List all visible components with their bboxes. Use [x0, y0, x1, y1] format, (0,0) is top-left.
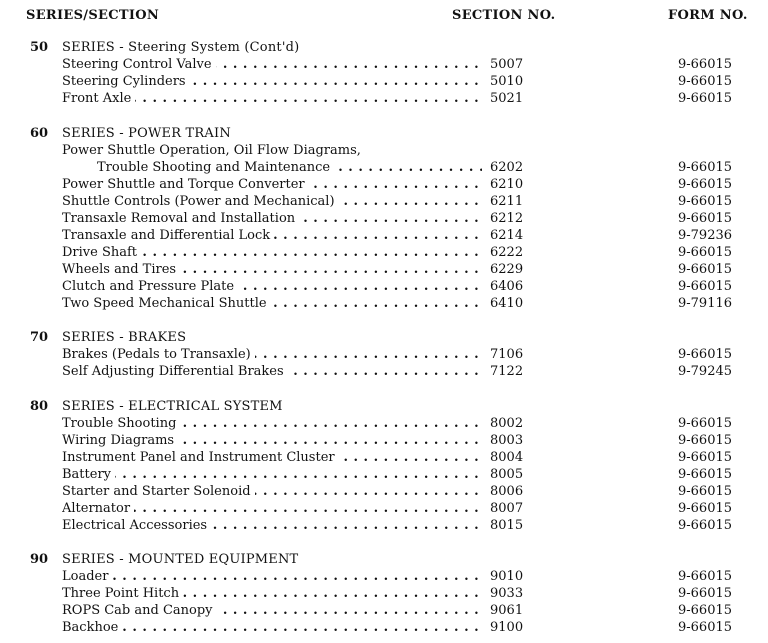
item-label: Loader [62, 569, 112, 584]
item-label: Shuttle Controls (Power and Mechanical) [62, 194, 339, 209]
series-title: SERIES - ELECTRICAL SYSTEM [62, 399, 283, 414]
form-number: 9-66015 [678, 74, 733, 89]
list-item [0, 245, 768, 262]
list-item [0, 177, 768, 194]
section-number: 8007 [490, 501, 524, 516]
section-number: 6222 [490, 245, 524, 260]
section-number: 8006 [490, 484, 524, 499]
section-number: 9100 [490, 620, 524, 635]
list-item [0, 569, 768, 586]
item-label: Wheels and Tires [62, 262, 180, 277]
series-number: 80 [30, 399, 49, 414]
list-item [0, 620, 768, 637]
item-label: Alternator [62, 501, 134, 516]
series-number: 60 [30, 126, 49, 141]
form-number: 9-66015 [678, 518, 733, 533]
form-number: 9-66015 [678, 586, 733, 601]
form-number: 9-66015 [678, 262, 733, 277]
section-number: 9061 [490, 603, 524, 618]
item-label: Wiring Diagrams [62, 433, 178, 448]
item-label: Front Axle [62, 91, 135, 106]
column-header-section-no: SECTION NO. [452, 8, 556, 23]
item-label: Brakes (Pedals to Transaxle) [62, 347, 255, 362]
series-heading [0, 330, 768, 347]
item-label: Two Speed Mechanical Shuttle [62, 296, 271, 311]
section-number: 5007 [490, 57, 524, 72]
list-item [0, 484, 768, 501]
item-label: Trouble Shooting [62, 416, 180, 431]
section-number: 6211 [490, 194, 524, 209]
list-item [0, 586, 768, 603]
form-number: 9-66015 [678, 211, 733, 226]
section-number: 8015 [490, 518, 524, 533]
section-number: 6406 [490, 279, 524, 294]
item-label: Steering Control Valve [62, 57, 216, 72]
series-heading [0, 552, 768, 569]
list-item [0, 194, 768, 211]
form-number: 9-66015 [678, 160, 733, 175]
section-number: 6410 [490, 296, 524, 311]
form-number: 9-66015 [678, 347, 733, 362]
list-item [0, 57, 768, 74]
item-label: Steering Cylinders [62, 74, 190, 89]
form-number: 9-66015 [678, 484, 733, 499]
item-label: Instrument Panel and Instrument Cluster [62, 450, 339, 465]
item-label: ROPS Cab and Canopy [62, 603, 217, 618]
list-item [0, 501, 768, 518]
form-number: 9-66015 [678, 416, 733, 431]
section-number: 6210 [490, 177, 524, 192]
section-number: 5010 [490, 74, 524, 89]
list-item [0, 262, 768, 279]
form-number: 9-79245 [678, 364, 733, 379]
form-number: 9-66015 [678, 194, 733, 209]
series-title: SERIES - POWER TRAIN [62, 126, 231, 141]
series-number: 50 [30, 40, 49, 55]
list-item [0, 160, 768, 177]
list-item [0, 603, 768, 620]
series-50-block [0, 40, 768, 108]
form-number: 9-66015 [678, 279, 733, 294]
item-label: Drive Shaft [62, 245, 141, 260]
column-header-series-section: SERIES/SECTION [26, 8, 160, 23]
item-label: Transaxle Removal and Installation [62, 211, 299, 226]
list-item [0, 74, 768, 91]
form-number: 9-66015 [678, 603, 733, 618]
series-70-block [0, 330, 768, 381]
series-heading [0, 399, 768, 416]
form-number: 9-79236 [678, 228, 733, 243]
form-number: 9-66015 [678, 467, 733, 482]
item-label: Backhoe [62, 620, 122, 635]
section-number: 5021 [490, 91, 524, 106]
form-number: 9-66015 [678, 501, 733, 516]
list-item [0, 364, 768, 381]
list-item [0, 279, 768, 296]
list-item [0, 518, 768, 535]
series-title: SERIES - MOUNTED EQUIPMENT [62, 552, 299, 567]
section-number: 8005 [490, 467, 524, 482]
form-number: 9-66015 [678, 245, 733, 260]
section-number: 6202 [490, 160, 524, 175]
series-heading [0, 126, 768, 143]
form-number: 9-66015 [678, 569, 733, 584]
form-number: 9-66015 [678, 177, 733, 192]
item-label: Power Shuttle and Torque Converter [62, 177, 309, 192]
series-number: 70 [30, 330, 49, 345]
section-number: 6212 [490, 211, 524, 226]
form-number: 9-66015 [678, 57, 733, 72]
section-number: 6229 [490, 262, 524, 277]
list-item [0, 91, 768, 108]
series-number: 90 [30, 552, 49, 567]
section-number: 8002 [490, 416, 524, 431]
list-item [0, 433, 768, 450]
section-number: 8003 [490, 433, 524, 448]
item-label: Battery [62, 467, 115, 482]
series-title: SERIES - BRAKES [62, 330, 187, 345]
list-item-header-line [0, 143, 768, 160]
section-number: 9010 [490, 569, 524, 584]
list-item [0, 416, 768, 433]
list-item [0, 296, 768, 313]
form-number: 9-79116 [678, 296, 733, 311]
section-number: 7106 [490, 347, 524, 362]
form-number: 9-66015 [678, 433, 733, 448]
form-number: 9-66015 [678, 91, 733, 106]
series-heading [0, 40, 768, 57]
list-item [0, 211, 768, 228]
form-number: 9-66015 [678, 450, 733, 465]
form-number: 9-66015 [678, 620, 733, 635]
series-title: SERIES - Steering System (Cont'd) [62, 40, 300, 55]
series-80-block [0, 399, 768, 535]
item-label: Transaxle and Differential Lock [62, 228, 274, 243]
item-label: Clutch and Pressure Plate [62, 279, 238, 294]
section-number: 7122 [490, 364, 524, 379]
list-item [0, 347, 768, 364]
item-label: Power Shuttle Operation, Oil Flow Diagrams, [62, 143, 361, 158]
item-label: Three Point Hitch [62, 586, 183, 601]
item-label: Self Adjusting Differential Brakes [62, 364, 288, 379]
item-label: Electrical Accessories [62, 518, 211, 533]
section-number: 8004 [490, 450, 524, 465]
series-60-block [0, 126, 768, 313]
item-label: Trouble Shooting and Maintenance [97, 160, 334, 175]
item-label: Starter and Starter Solenoid [62, 484, 255, 499]
series-90-block [0, 552, 768, 637]
column-header-form-no: FORM NO. [668, 8, 748, 23]
list-item [0, 450, 768, 467]
list-item [0, 228, 768, 245]
section-number: 9033 [490, 586, 524, 601]
section-number: 6214 [490, 228, 524, 243]
list-item [0, 467, 768, 484]
